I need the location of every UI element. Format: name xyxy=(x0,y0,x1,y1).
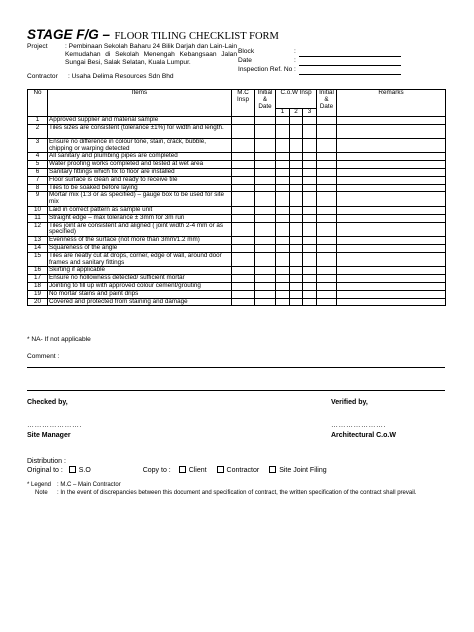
checklist-table xyxy=(27,89,446,306)
mc-insp-cell[interactable] xyxy=(232,244,255,252)
remarks-cell[interactable] xyxy=(337,267,446,275)
row-no: 2 xyxy=(28,124,48,138)
cow-cell-3[interactable] xyxy=(303,214,317,222)
cow-cell-2[interactable] xyxy=(290,124,303,138)
cow-cell-1[interactable] xyxy=(276,153,290,161)
row-no: 1 xyxy=(28,117,48,125)
header-initial-date: Initial & Date xyxy=(255,90,276,117)
row-no: 6 xyxy=(28,168,48,176)
mc-insp-cell[interactable] xyxy=(232,117,255,125)
initial-cell[interactable] xyxy=(255,244,276,252)
mc-insp-cell[interactable] xyxy=(232,282,255,290)
row-item: All sanitary and plumbing pipes are completed xyxy=(48,153,232,161)
row-item: Tiles to be soaked before laying xyxy=(48,184,232,192)
cow-cell-1[interactable] xyxy=(276,275,290,283)
copy-to-label: Copy to : xyxy=(142,466,171,474)
architectural-cow-label: Architectural C.o.W xyxy=(331,432,396,439)
cow-cell-1[interactable] xyxy=(276,161,290,169)
row-item: Skirting if applicable xyxy=(48,267,232,275)
cow-cell-1[interactable] xyxy=(276,290,290,298)
cow-cell-3[interactable] xyxy=(303,161,317,169)
mc-insp-cell[interactable] xyxy=(232,184,255,192)
initial-cell-2[interactable] xyxy=(317,222,337,237)
cow-cell-2[interactable] xyxy=(290,252,303,267)
na-note: * NA- If not applicable xyxy=(27,336,91,343)
table-row xyxy=(28,290,446,298)
cow-cell-1[interactable] xyxy=(276,222,290,237)
cow-cell-2[interactable] xyxy=(290,184,303,192)
row-item: Squareness of the angle xyxy=(48,244,232,252)
cow-cell-2[interactable] xyxy=(290,138,303,153)
stage-label: STAGE F/G – xyxy=(27,27,111,42)
initial-cell-2[interactable] xyxy=(317,267,337,275)
cow-cell-3[interactable] xyxy=(303,267,317,275)
original-so-checkbox[interactable] xyxy=(69,466,76,473)
initial-cell[interactable] xyxy=(255,176,276,184)
initial-cell-2[interactable] xyxy=(317,214,337,222)
mc-insp-cell[interactable] xyxy=(232,298,255,306)
cow-cell-2[interactable] xyxy=(290,192,303,207)
mc-insp-cell[interactable] xyxy=(232,275,255,283)
remarks-cell[interactable] xyxy=(337,237,446,245)
initial-cell-2[interactable] xyxy=(317,117,337,125)
remarks-cell[interactable] xyxy=(337,117,446,125)
initial-cell-2[interactable] xyxy=(317,206,337,214)
initial-cell[interactable] xyxy=(255,206,276,214)
table-row xyxy=(28,252,446,267)
note-value: : In the event of discrepancies between this document and specification of contract, the written specification of the contract shall prevail. xyxy=(57,490,417,496)
cow-cell-2[interactable] xyxy=(290,267,303,275)
table-row xyxy=(28,222,446,237)
cow-cell-3[interactable] xyxy=(303,282,317,290)
cow-cell-1[interactable] xyxy=(276,252,290,267)
date-colon: : xyxy=(294,57,296,64)
remarks-cell[interactable] xyxy=(337,252,446,267)
cow-cell-1[interactable] xyxy=(276,237,290,245)
row-no: 7 xyxy=(28,176,48,184)
table-row xyxy=(28,124,446,138)
initial-cell[interactable] xyxy=(255,290,276,298)
row-item: No mortar stains and paint drips xyxy=(48,290,232,298)
cow-cell-1[interactable] xyxy=(276,244,290,252)
cow-cell-1[interactable] xyxy=(276,282,290,290)
distribution-title: Distribution : xyxy=(27,458,66,465)
initial-cell[interactable] xyxy=(255,192,276,207)
table-row xyxy=(28,176,446,184)
remarks-cell[interactable] xyxy=(337,176,446,184)
row-no: 5 xyxy=(28,161,48,169)
project-label: Project xyxy=(27,43,48,50)
cow-cell-2[interactable] xyxy=(290,275,303,283)
row-item: Ensure no difference in colour tone, stain, crack, bubble, chipping or warping detected xyxy=(48,138,232,153)
copy-site-joint-filing-checkbox[interactable] xyxy=(269,466,276,473)
row-item: Evenness of the surface (not more than 3mm/1.2 mm) xyxy=(48,237,232,245)
initial-cell-2[interactable] xyxy=(317,290,337,298)
initial-cell-2[interactable] xyxy=(317,252,337,267)
legend xyxy=(27,481,445,497)
remarks-cell[interactable] xyxy=(337,290,446,298)
checked-by-signature[interactable]: …………………. xyxy=(27,422,82,429)
inspection-ref-field[interactable] xyxy=(299,74,401,75)
cow-cell-2[interactable] xyxy=(290,244,303,252)
initial-cell-2[interactable] xyxy=(317,275,337,283)
initial-cell[interactable] xyxy=(255,117,276,125)
cow-cell-3[interactable] xyxy=(303,252,317,267)
initial-cell[interactable] xyxy=(255,275,276,283)
header-remarks: Remarks xyxy=(337,90,446,117)
row-no: 8 xyxy=(28,184,48,192)
table-row xyxy=(28,214,446,222)
remarks-cell[interactable] xyxy=(337,192,446,207)
remarks-cell[interactable] xyxy=(337,214,446,222)
copy-contractor-checkbox[interactable] xyxy=(217,466,224,473)
mc-insp-cell[interactable] xyxy=(232,222,255,237)
cow-cell-3[interactable] xyxy=(303,176,317,184)
mc-insp-cell[interactable] xyxy=(232,237,255,245)
copy-site-joint-filing-label: Site Joint Filing xyxy=(279,466,327,474)
cow-cell-3[interactable] xyxy=(303,184,317,192)
cow-cell-1[interactable] xyxy=(276,184,290,192)
remarks-cell[interactable] xyxy=(337,168,446,176)
initial-cell[interactable] xyxy=(255,282,276,290)
row-item: Jointing to fill up with approved colour cement/grouting xyxy=(48,282,232,290)
table-row xyxy=(28,298,446,306)
cow-cell-2[interactable] xyxy=(290,237,303,245)
remarks-cell[interactable] xyxy=(337,161,446,169)
cow-cell-3[interactable] xyxy=(303,222,317,237)
header-cow-insp: C.o.W Insp xyxy=(276,90,317,109)
initial-cell[interactable] xyxy=(255,267,276,275)
date-label: Date xyxy=(238,57,252,64)
remarks-cell[interactable] xyxy=(337,138,446,153)
initial-cell[interactable] xyxy=(255,138,276,153)
header-items: Items xyxy=(48,90,232,117)
legend-value: : M.C – Main Contractor xyxy=(57,482,121,488)
cow-cell-3[interactable] xyxy=(303,192,317,207)
row-no: 9 xyxy=(28,192,48,207)
cow-cell-2[interactable] xyxy=(290,206,303,214)
remarks-cell[interactable] xyxy=(337,222,446,237)
cow-cell-2[interactable] xyxy=(290,176,303,184)
cow-cell-1[interactable] xyxy=(276,298,290,306)
verified-by-label: Verified by, xyxy=(331,399,368,406)
row-no: 17 xyxy=(28,275,48,283)
row-no: 10 xyxy=(28,206,48,214)
header-cow-2: 2 xyxy=(290,109,303,117)
initial-cell[interactable] xyxy=(255,298,276,306)
comment-line-1[interactable] xyxy=(27,367,445,368)
row-no: 3 xyxy=(28,138,48,153)
row-item: Straight edge – max tolerance ± 3mm for 3m run xyxy=(48,214,232,222)
note-label: Note xyxy=(35,490,48,496)
form-subtitle: FLOOR TILING CHECKLIST FORM xyxy=(114,31,279,42)
row-item: Water proofing works completed and tested at wet area xyxy=(48,161,232,169)
cow-cell-1[interactable] xyxy=(276,192,290,207)
mc-insp-cell[interactable] xyxy=(232,206,255,214)
distribution-row xyxy=(27,466,327,475)
mc-insp-cell[interactable] xyxy=(232,168,255,176)
initial-cell[interactable] xyxy=(255,214,276,222)
row-item: Mortar mix (1:3 or as specified) – gauge box to be used for site mix xyxy=(48,192,232,207)
remarks-cell[interactable] xyxy=(337,298,446,306)
original-to-label: Original to : xyxy=(27,466,63,474)
mc-insp-cell[interactable] xyxy=(232,290,255,298)
initial-cell-2[interactable] xyxy=(317,244,337,252)
mc-insp-cell[interactable] xyxy=(232,161,255,169)
mc-insp-cell[interactable] xyxy=(232,192,255,207)
cow-cell-3[interactable] xyxy=(303,290,317,298)
cow-cell-3[interactable] xyxy=(303,298,317,306)
cow-cell-3[interactable] xyxy=(303,117,317,125)
mc-insp-cell[interactable] xyxy=(232,153,255,161)
cow-cell-1[interactable] xyxy=(276,214,290,222)
cow-cell-1[interactable] xyxy=(276,176,290,184)
header-mc-insp: M.C Insp xyxy=(232,90,255,117)
row-no: 16 xyxy=(28,267,48,275)
checked-by-label: Checked by, xyxy=(27,399,68,406)
row-item: Laid in correct pattern as sample unit xyxy=(48,206,232,214)
cow-cell-2[interactable] xyxy=(290,153,303,161)
cow-cell-3[interactable] xyxy=(303,244,317,252)
verified-by-signature[interactable]: …………………. xyxy=(331,422,386,429)
cow-cell-2[interactable] xyxy=(290,222,303,237)
header-no: No xyxy=(28,90,48,117)
initial-cell-2[interactable] xyxy=(317,184,337,192)
inspection-ref-label: Inspection Ref. No xyxy=(238,66,293,73)
cow-cell-1[interactable] xyxy=(276,124,290,138)
cow-cell-1[interactable] xyxy=(276,206,290,214)
row-item: Sanitary fittings which fix to floor are installed xyxy=(48,168,232,176)
header-cow-1: 1 xyxy=(276,109,290,117)
contractor-value: : Usaha Delima Resources Sdn Bhd xyxy=(68,73,174,80)
legend-label: * Legend xyxy=(27,482,52,488)
cow-cell-3[interactable] xyxy=(303,168,317,176)
remarks-cell[interactable] xyxy=(337,124,446,138)
copy-client-label: Client xyxy=(188,466,207,474)
initial-cell[interactable] xyxy=(255,237,276,245)
row-no: 14 xyxy=(28,244,48,252)
cow-cell-3[interactable] xyxy=(303,275,317,283)
cow-cell-3[interactable] xyxy=(303,206,317,214)
cow-cell-2[interactable] xyxy=(290,161,303,169)
copy-contractor-label: Contractor xyxy=(226,466,260,474)
initial-cell-2[interactable] xyxy=(317,161,337,169)
cow-cell-3[interactable] xyxy=(303,153,317,161)
cow-cell-3[interactable] xyxy=(303,124,317,138)
initial-cell[interactable] xyxy=(255,153,276,161)
site-manager-label: Site Manager xyxy=(27,432,71,439)
remarks-cell[interactable] xyxy=(337,282,446,290)
row-no: 19 xyxy=(28,290,48,298)
remarks-cell[interactable] xyxy=(337,206,446,214)
row-no: 4 xyxy=(28,153,48,161)
initial-cell-2[interactable] xyxy=(317,298,337,306)
initial-cell-2[interactable] xyxy=(317,168,337,176)
cow-cell-1[interactable] xyxy=(276,138,290,153)
initial-cell[interactable] xyxy=(255,161,276,169)
initial-cell-2[interactable] xyxy=(317,153,337,161)
block-colon: : xyxy=(294,48,296,55)
block-field[interactable] xyxy=(299,56,401,57)
row-no: 15 xyxy=(28,252,48,267)
mc-insp-cell[interactable] xyxy=(232,214,255,222)
date-field[interactable] xyxy=(299,65,401,66)
row-item: Approved supplier and material sample xyxy=(48,117,232,125)
mc-insp-cell[interactable] xyxy=(232,124,255,138)
initial-cell-2[interactable] xyxy=(317,282,337,290)
row-item: Ensure no hollowness detected/ sufficient mortar xyxy=(48,275,232,283)
remarks-cell[interactable] xyxy=(337,244,446,252)
cow-cell-1[interactable] xyxy=(276,168,290,176)
cow-cell-1[interactable] xyxy=(276,267,290,275)
row-no: 20 xyxy=(28,298,48,306)
initial-cell[interactable] xyxy=(255,168,276,176)
remarks-cell[interactable] xyxy=(337,184,446,192)
row-no: 13 xyxy=(28,237,48,245)
remarks-cell[interactable] xyxy=(337,153,446,161)
row-item: Tiles joint are consistent and aligned ( joint width 2-4 mm or as specified) xyxy=(48,222,232,237)
cow-cell-2[interactable] xyxy=(290,282,303,290)
cow-cell-2[interactable] xyxy=(290,117,303,125)
remarks-cell[interactable] xyxy=(337,275,446,283)
mc-insp-cell[interactable] xyxy=(232,252,255,267)
table-row xyxy=(28,192,446,207)
block-label: Block xyxy=(238,48,255,55)
contractor-label: Contractor xyxy=(27,73,58,80)
row-item: Tiles are neatly cut at drops, corner, edge of wall, around door frames and sanitary fittings xyxy=(48,252,232,267)
cow-cell-3[interactable] xyxy=(303,237,317,245)
mc-insp-cell[interactable] xyxy=(232,176,255,184)
initial-cell-2[interactable] xyxy=(317,138,337,153)
initial-cell[interactable] xyxy=(255,184,276,192)
cow-cell-2[interactable] xyxy=(290,168,303,176)
cow-cell-2[interactable] xyxy=(290,290,303,298)
initial-cell[interactable] xyxy=(255,222,276,237)
initial-cell[interactable] xyxy=(255,252,276,267)
copy-client-checkbox[interactable] xyxy=(179,466,186,473)
row-no: 11 xyxy=(28,214,48,222)
initial-cell[interactable] xyxy=(255,124,276,138)
original-so-label: S.O xyxy=(78,466,91,474)
cow-cell-3[interactable] xyxy=(303,138,317,153)
row-no: 12 xyxy=(28,222,48,237)
initial-cell-2[interactable] xyxy=(317,192,337,207)
project-value: : Pembinaan Sekolah Baharu 24 Bilik Darjah dan Lain-Lain Kemudahan di Sekolah Menengah Kebangsaan Jalan Sungai Besi, Salak Selatan, Kuala Lumpur. xyxy=(65,43,237,66)
table-row xyxy=(28,138,446,153)
comment-line-2[interactable] xyxy=(27,390,445,391)
initial-cell-2[interactable] xyxy=(317,237,337,245)
cow-cell-2[interactable] xyxy=(290,298,303,306)
header-initial-date-2: Initial & Date xyxy=(317,90,337,117)
row-item: Covered and protected from staining and damage xyxy=(48,298,232,306)
cow-cell-2[interactable] xyxy=(290,214,303,222)
comment-label: Comment : xyxy=(27,353,60,360)
row-no: 18 xyxy=(28,282,48,290)
initial-cell-2[interactable] xyxy=(317,176,337,184)
cow-cell-1[interactable] xyxy=(276,117,290,125)
initial-cell-2[interactable] xyxy=(317,124,337,138)
mc-insp-cell[interactable] xyxy=(232,267,255,275)
inspection-ref-colon: : xyxy=(294,66,296,73)
form-title xyxy=(27,26,279,44)
header-cow-3: 3 xyxy=(303,109,317,117)
row-item: Tiles sizes are consistent (tolerance ±1%) for width and length. xyxy=(48,124,232,138)
mc-insp-cell[interactable] xyxy=(232,138,255,153)
row-item: Floor surface is clean and ready to receive tile xyxy=(48,176,232,184)
